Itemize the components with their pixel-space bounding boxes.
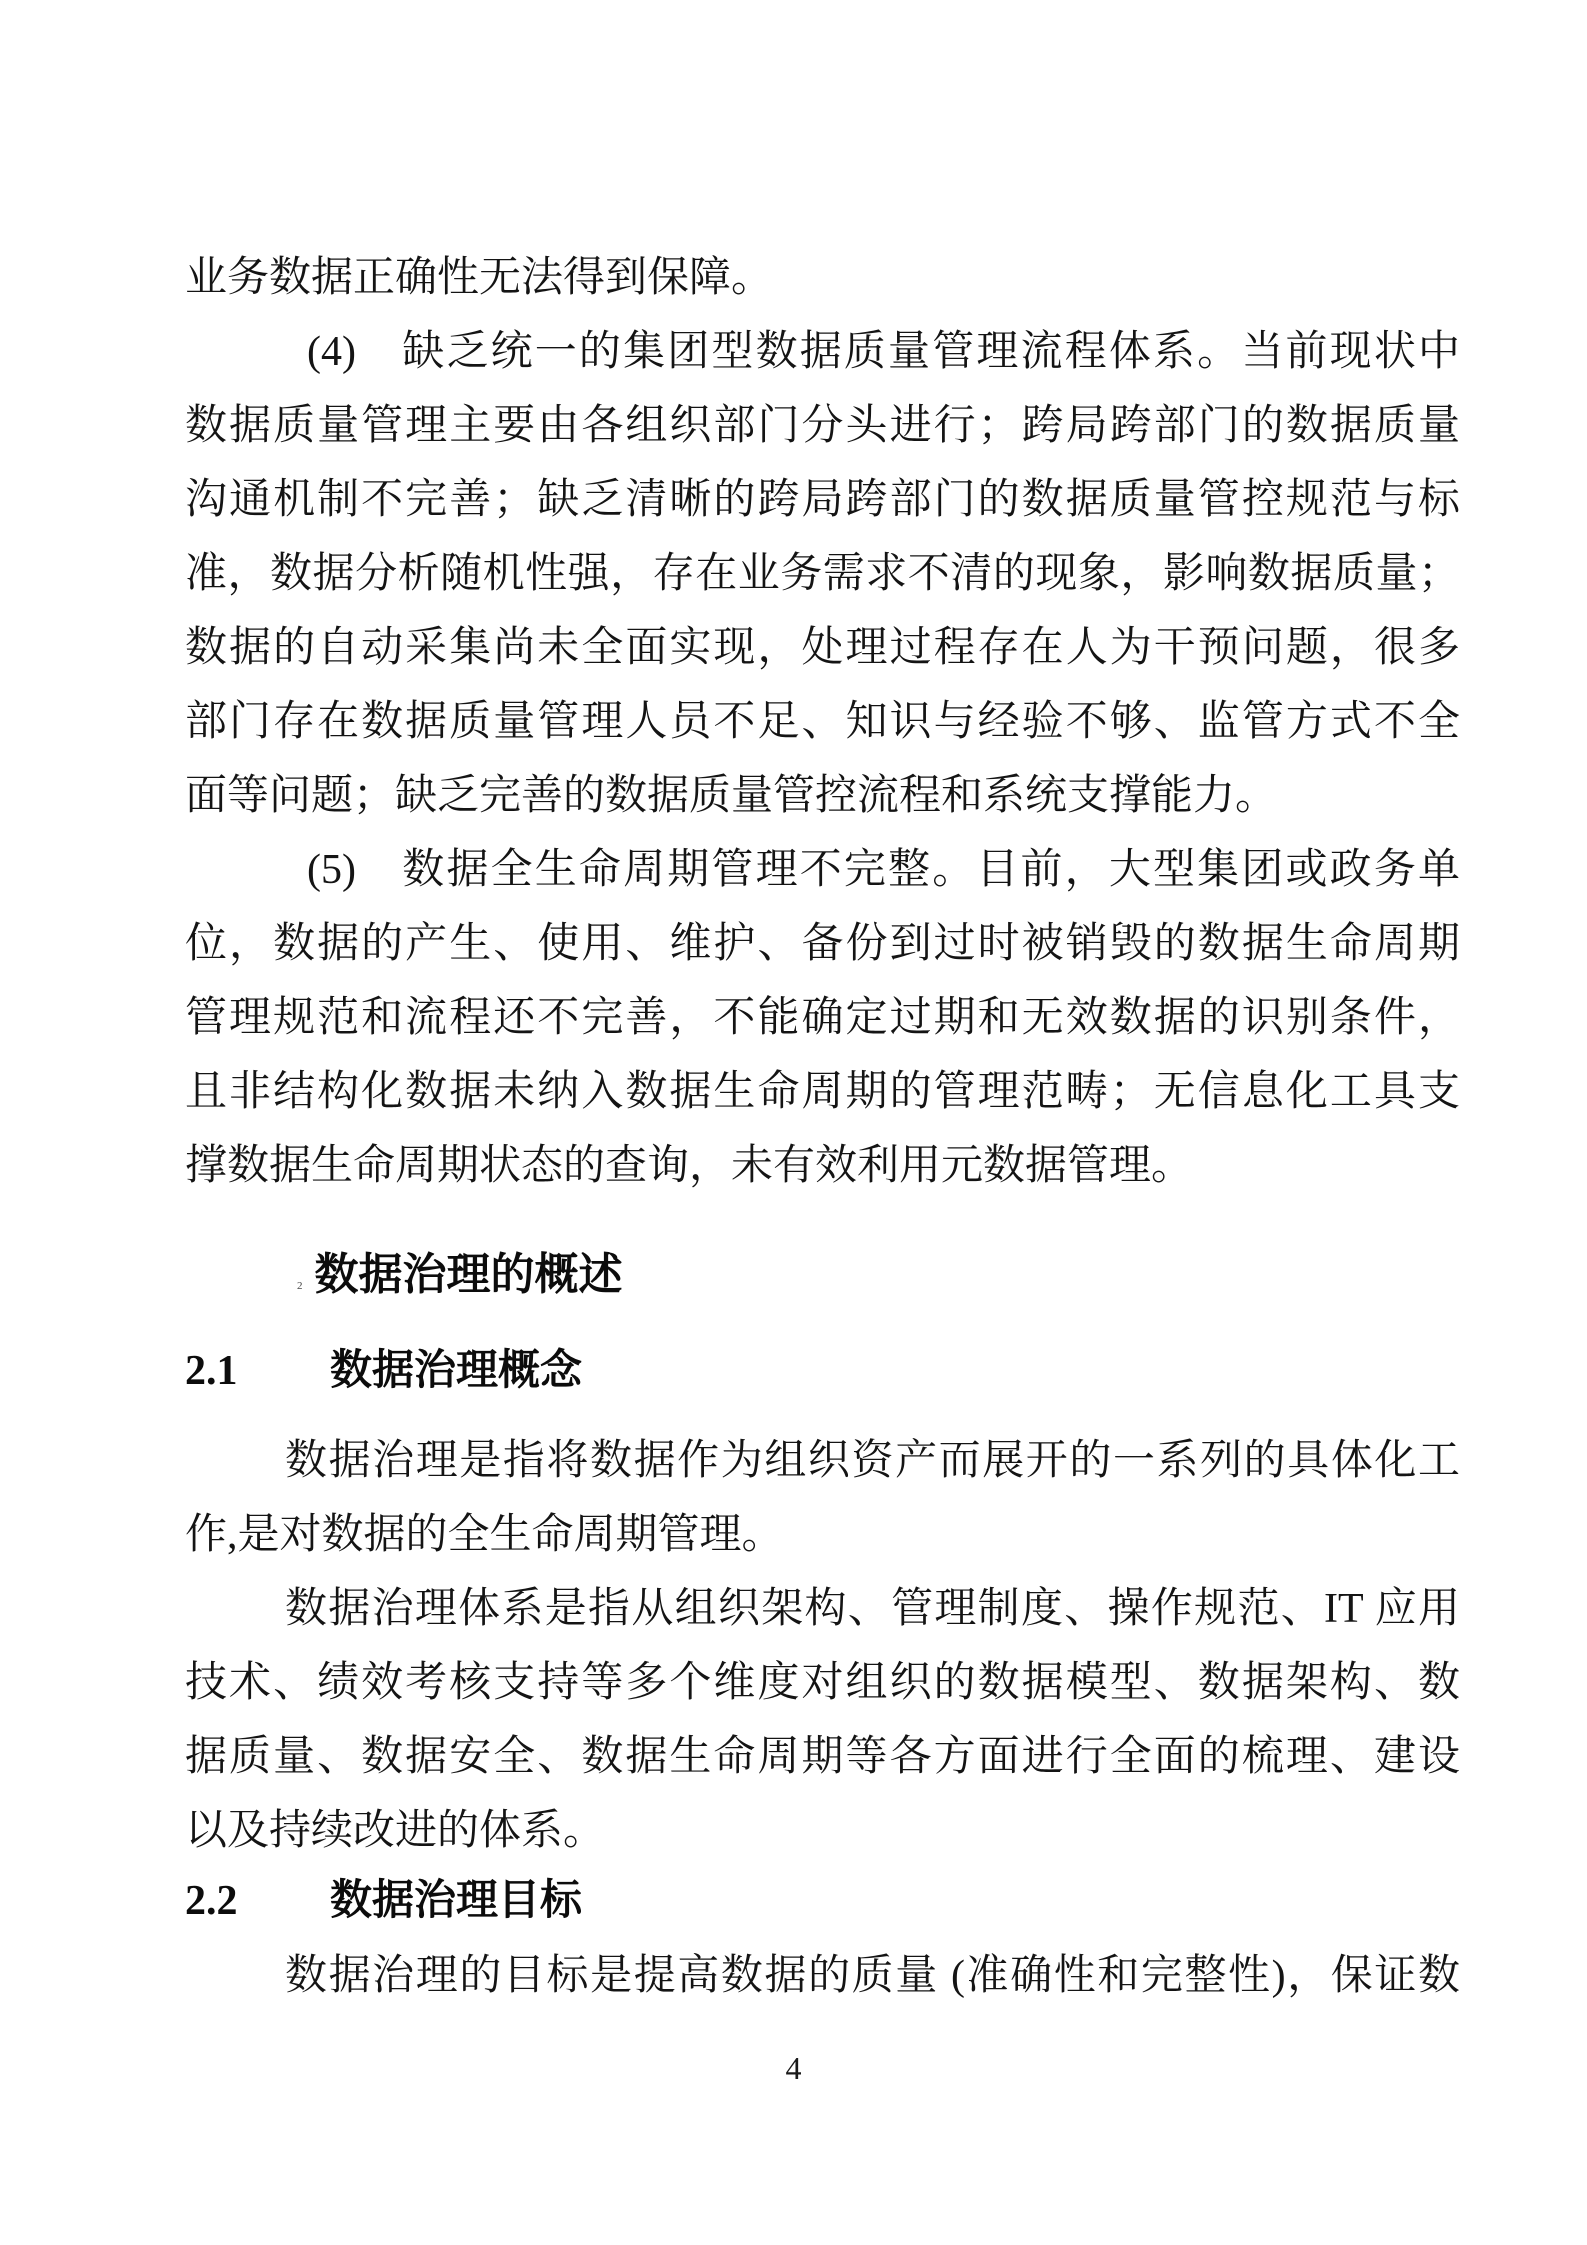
section-number: 2.2	[185, 1878, 238, 1924]
body-line: 作,是对数据的全生命周期管理。	[185, 1512, 784, 1558]
paragraph-goal	[185, 1939, 1460, 2013]
body-line: 部门存在数据质量管理人员不足、知识与经验不够、监管方式不全	[185, 699, 1460, 745]
page-number: 4	[785, 2050, 802, 2086]
body-line: 且非结构化数据未纳入数据生命周期的管理范畴；无信息化工具支	[185, 1069, 1460, 1115]
section-number-marker: 2	[297, 1280, 303, 1292]
chapter-heading	[185, 1240, 1572, 1321]
body-line: 准，数据分析随机性强，存在业务需求不清的现象，影响数据质量；	[185, 551, 1460, 597]
body-line: 数据治理是指将数据作为组织资产而展开的一系列的具体化工	[285, 1438, 1460, 1484]
body-line: 沟通机制不完善；缺乏清晰的跨局跨部门的数据质量管控规范与标	[185, 477, 1460, 523]
section-heading-2-1	[185, 1338, 1460, 1404]
paragraph-system	[185, 1572, 1460, 1868]
body-line: 以及持续改进的体系。	[185, 1808, 606, 1854]
body-line: 数据的自动采集尚未全面实现，处理过程存在人为干预问题，很多	[185, 625, 1460, 671]
section-number: 2.1	[185, 1348, 238, 1394]
body-line: (5) 数据全生命周期管理不完整。目前，大型集团或政务单	[307, 847, 1460, 893]
section-heading-2-2	[185, 1868, 1460, 1934]
paragraph-item-5	[185, 833, 1460, 1203]
body-line: 数据治理的目标是提高数据的质量 (准确性和完整性)，保证数	[285, 1953, 1460, 1999]
chapter-heading-text: 数据治理的概述	[314, 1250, 623, 1299]
paragraph-item-4	[185, 315, 1460, 833]
body-line: 面等问题；缺乏完善的数据质量管控流程和系统支撑能力。	[185, 773, 1278, 819]
section-title: 数据治理目标	[330, 1878, 583, 1924]
body-line: (4) 缺乏统一的集团型数据质量管理流程体系。当前现状中	[307, 329, 1460, 375]
body-line: 数据治理体系是指从组织架构、管理制度、操作规范、IT 应用	[285, 1586, 1460, 1632]
body-line: 管理规范和流程还不完善，不能确定过期和无效数据的识别条件，	[185, 995, 1460, 1041]
paragraph-concept	[185, 1424, 1460, 1572]
section-title: 数据治理概念	[330, 1348, 583, 1394]
body-line: 业务数据正确性无法得到保障。	[185, 255, 774, 301]
body-line: 数据质量管理主要由各组织部门分头进行；跨局跨部门的数据质量	[185, 403, 1460, 449]
body-line: 位，数据的产生、使用、维护、备份到过时被销毁的数据生命周期	[185, 921, 1460, 967]
paragraph-carryover	[185, 241, 1460, 315]
body-line: 据质量、数据安全、数据生命周期等各方面进行全面的梳理、建设	[185, 1734, 1460, 1780]
body-line: 撑数据生命周期状态的查询，未有效利用元数据管理。	[185, 1143, 1194, 1189]
body-line: 技术、绩效考核支持等多个维度对组织的数据模型、数据架构、数	[185, 1660, 1460, 1706]
